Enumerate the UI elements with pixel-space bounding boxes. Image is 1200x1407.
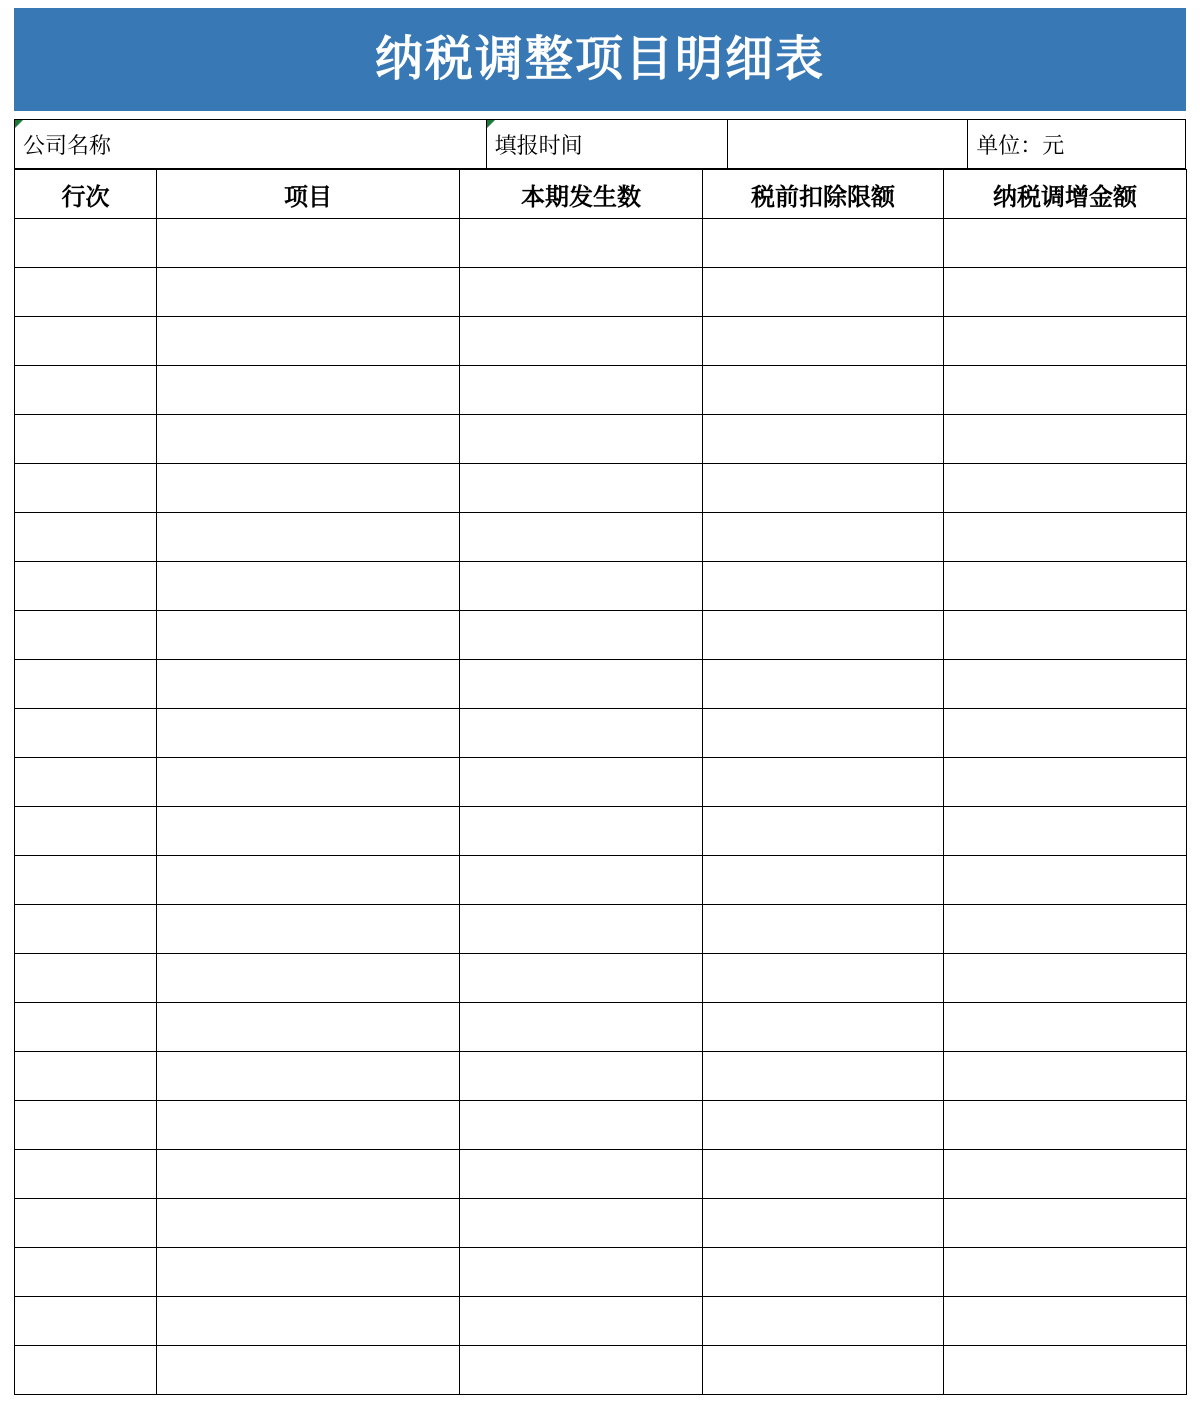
table-cell[interactable] (460, 415, 703, 464)
table-cell[interactable] (15, 611, 157, 660)
table-cell[interactable] (944, 611, 1187, 660)
table-cell[interactable] (157, 611, 460, 660)
table-row (15, 366, 1187, 415)
info-row (14, 119, 1186, 169)
table-cell[interactable] (944, 660, 1187, 709)
table-cell[interactable] (15, 513, 157, 562)
table-cell[interactable] (460, 905, 703, 954)
table-row (15, 709, 1187, 758)
table-cell[interactable] (703, 1150, 944, 1199)
table-cell[interactable] (157, 905, 460, 954)
table-cell[interactable] (157, 1248, 460, 1297)
company-name-label: 公司名称 (23, 132, 112, 158)
table-cell[interactable] (703, 611, 944, 660)
table-row (15, 317, 1187, 366)
table-cell[interactable] (460, 709, 703, 758)
page-title: 纳税调整项目明细表 (374, 32, 825, 86)
table-cell[interactable] (703, 317, 944, 366)
table-cell[interactable] (15, 317, 157, 366)
table-cell[interactable] (157, 660, 460, 709)
table-cell[interactable] (703, 758, 944, 807)
table-cell[interactable] (460, 660, 703, 709)
table-cell[interactable] (703, 1052, 944, 1101)
cell-comment-marker-icon (487, 120, 495, 128)
table-cell[interactable] (157, 366, 460, 415)
table-cell[interactable] (460, 758, 703, 807)
table-cell[interactable] (157, 758, 460, 807)
table-cell[interactable] (157, 954, 460, 1003)
table-row (15, 611, 1187, 660)
table-cell[interactable] (944, 366, 1187, 415)
table-row (15, 219, 1187, 268)
table-cell[interactable] (944, 1297, 1187, 1346)
table-cell[interactable] (15, 709, 157, 758)
table-row (15, 1003, 1187, 1052)
table-cell[interactable] (944, 1248, 1187, 1297)
table-cell[interactable] (157, 1346, 460, 1395)
table-cell[interactable] (703, 905, 944, 954)
table-cell[interactable] (460, 954, 703, 1003)
table-cell[interactable] (15, 562, 157, 611)
table-cell[interactable] (703, 856, 944, 905)
table-cell[interactable] (157, 415, 460, 464)
table-cell[interactable] (944, 562, 1187, 611)
table-row (15, 1248, 1187, 1297)
table-cell[interactable] (460, 513, 703, 562)
table-cell[interactable] (944, 1101, 1187, 1150)
table-cell[interactable] (944, 415, 1187, 464)
table-cell[interactable] (944, 954, 1187, 1003)
table-header-row (15, 170, 1187, 219)
table-cell[interactable] (15, 905, 157, 954)
table-cell[interactable] (157, 1150, 460, 1199)
table-row (15, 1101, 1187, 1150)
table-cell[interactable] (460, 317, 703, 366)
table-cell[interactable] (460, 807, 703, 856)
table-cell[interactable] (15, 856, 157, 905)
table-cell[interactable] (703, 268, 944, 317)
table-cell[interactable] (944, 709, 1187, 758)
table-row (15, 1052, 1187, 1101)
table-cell[interactable] (703, 1346, 944, 1395)
table-cell[interactable] (15, 954, 157, 1003)
table-cell[interactable] (944, 1150, 1187, 1199)
table-cell[interactable] (944, 905, 1187, 954)
table-cell[interactable] (460, 1297, 703, 1346)
table-cell[interactable] (157, 709, 460, 758)
table-cell[interactable] (460, 219, 703, 268)
table-row (15, 1346, 1187, 1395)
table-cell[interactable] (703, 1199, 944, 1248)
table-cell[interactable] (460, 268, 703, 317)
table-cell[interactable] (460, 1346, 703, 1395)
table-cell[interactable] (460, 562, 703, 611)
column-header-item: 项目 (157, 170, 460, 219)
table-cell[interactable] (15, 1199, 157, 1248)
table-cell[interactable] (15, 807, 157, 856)
table-cell[interactable] (703, 219, 944, 268)
table-row (15, 954, 1187, 1003)
table-cell[interactable] (944, 219, 1187, 268)
table-body (15, 219, 1187, 1395)
table-cell[interactable] (157, 856, 460, 905)
table-cell[interactable] (15, 1052, 157, 1101)
company-name-cell[interactable] (15, 120, 487, 169)
tax-adjustment-table (14, 169, 1187, 1395)
table-row (15, 807, 1187, 856)
table-cell[interactable] (157, 1052, 460, 1101)
info-blank-cell[interactable] (728, 120, 968, 169)
document-title-banner (14, 8, 1186, 111)
table-cell[interactable] (944, 758, 1187, 807)
table-cell[interactable] (703, 807, 944, 856)
table-cell[interactable] (944, 268, 1187, 317)
table-cell[interactable] (157, 219, 460, 268)
table-cell[interactable] (703, 709, 944, 758)
table-cell[interactable] (157, 513, 460, 562)
report-date-cell[interactable] (487, 120, 729, 169)
table-cell[interactable] (15, 268, 157, 317)
table-cell[interactable] (703, 1003, 944, 1052)
table-cell[interactable] (944, 464, 1187, 513)
table-cell[interactable] (460, 1150, 703, 1199)
table-row (15, 905, 1187, 954)
table-cell[interactable] (703, 1101, 944, 1150)
table-cell[interactable] (15, 366, 157, 415)
column-header-pretax-deduction-limit: 税前扣除限额 (703, 170, 944, 219)
table-row (15, 1150, 1187, 1199)
column-header-row-number: 行次 (15, 170, 157, 219)
table-cell[interactable] (460, 856, 703, 905)
table-cell[interactable] (460, 1052, 703, 1101)
table-cell[interactable] (703, 1297, 944, 1346)
table-cell[interactable] (15, 464, 157, 513)
table-row (15, 1297, 1187, 1346)
table-cell[interactable] (460, 1101, 703, 1150)
table-cell[interactable] (15, 415, 157, 464)
table-row (15, 464, 1187, 513)
table-cell[interactable] (460, 1248, 703, 1297)
table-cell[interactable] (157, 1199, 460, 1248)
table-cell[interactable] (944, 1003, 1187, 1052)
table-cell[interactable] (460, 366, 703, 415)
table-row (15, 562, 1187, 611)
table-cell[interactable] (944, 317, 1187, 366)
table-cell[interactable] (15, 1101, 157, 1150)
table-cell[interactable] (15, 758, 157, 807)
column-header-current-amount: 本期发生数 (460, 170, 703, 219)
table-cell[interactable] (460, 1199, 703, 1248)
table-row (15, 1199, 1187, 1248)
table-cell[interactable] (944, 1052, 1187, 1101)
table-row (15, 415, 1187, 464)
table-cell[interactable] (157, 1003, 460, 1052)
table-row (15, 856, 1187, 905)
table-cell[interactable] (157, 807, 460, 856)
table-cell[interactable] (703, 1248, 944, 1297)
table-cell[interactable] (703, 366, 944, 415)
table-cell[interactable] (157, 464, 460, 513)
table-cell[interactable] (15, 1297, 157, 1346)
column-header-taxable-increase-amount: 纳税调增金额 (944, 170, 1187, 219)
report-date-label: 填报时间 (494, 132, 583, 158)
table-cell[interactable] (944, 1346, 1187, 1395)
table-cell[interactable] (15, 1150, 157, 1199)
table-cell[interactable] (15, 1248, 157, 1297)
table-cell[interactable] (460, 1003, 703, 1052)
table-cell[interactable] (157, 562, 460, 611)
table-cell[interactable] (15, 660, 157, 709)
table-row (15, 268, 1187, 317)
table-cell[interactable] (15, 1003, 157, 1052)
unit-cell[interactable] (968, 120, 1186, 169)
cell-comment-marker-icon (15, 120, 23, 128)
table-cell[interactable] (157, 268, 460, 317)
table-cell[interactable] (703, 464, 944, 513)
table-cell[interactable] (460, 464, 703, 513)
table-cell[interactable] (703, 954, 944, 1003)
table-cell[interactable] (157, 1101, 460, 1150)
table-cell[interactable] (703, 415, 944, 464)
unit-label: 单位：元 (976, 132, 1065, 158)
table-header (15, 170, 1187, 219)
table-cell[interactable] (157, 317, 460, 366)
table-cell[interactable] (944, 856, 1187, 905)
table-cell[interactable] (460, 611, 703, 660)
table-row (15, 660, 1187, 709)
table-cell[interactable] (157, 1297, 460, 1346)
table-cell[interactable] (703, 513, 944, 562)
table-cell[interactable] (703, 562, 944, 611)
table-cell[interactable] (703, 660, 944, 709)
table-row (15, 758, 1187, 807)
table-row (15, 513, 1187, 562)
table-cell[interactable] (944, 513, 1187, 562)
table-cell[interactable] (944, 1199, 1187, 1248)
table-cell[interactable] (944, 807, 1187, 856)
table-cell[interactable] (15, 1346, 157, 1395)
table-cell[interactable] (15, 219, 157, 268)
